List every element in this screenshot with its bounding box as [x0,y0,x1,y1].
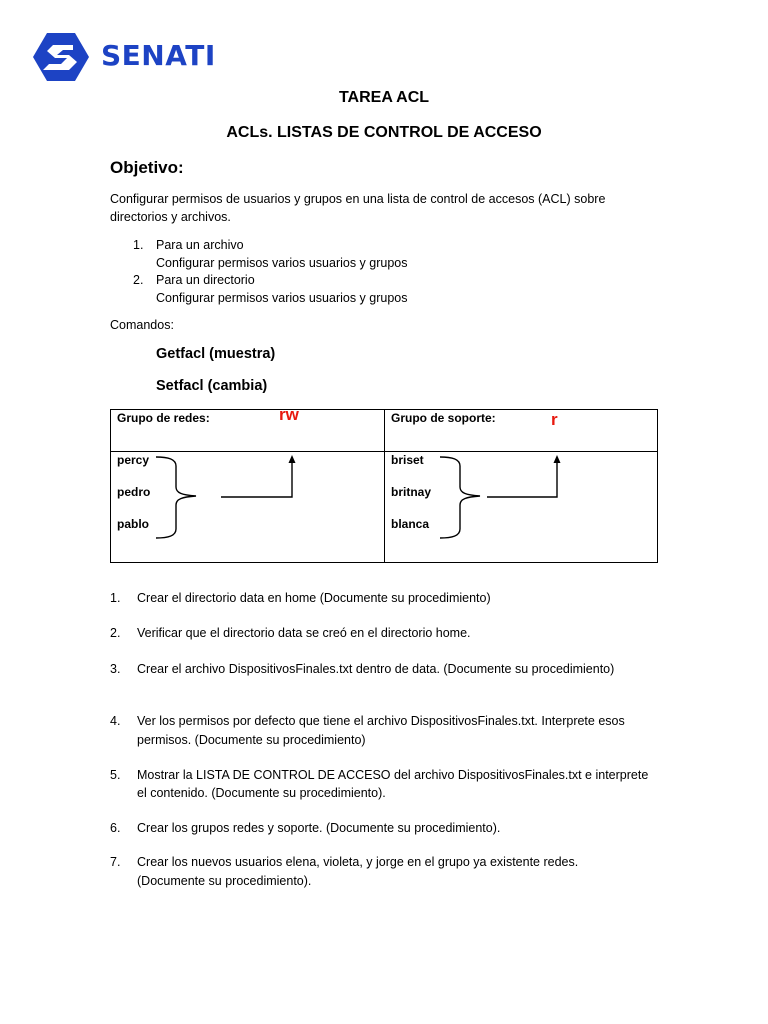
task-text: Mostrar la LISTA DE CONTROL DE ACCESO del archivo DispositivosFinales.txt e interprete [137,768,649,782]
task-number: 1. [110,591,121,605]
soporte-member: briset [391,453,424,467]
soporte-member: britnay [391,485,432,499]
soporte-group-header: Grupo de soporte: [391,411,496,425]
redes-permission: rw [279,405,299,424]
task-text: Crear el directorio data en home (Documente su procedimiento) [137,591,491,605]
task-text-continued: (Documente su procedimiento). [137,874,312,888]
objective-heading: Objetivo: [110,158,184,177]
setfacl-command: Setfacl (cambia) [156,378,268,394]
redes-group-header: Grupo de redes: [117,411,210,425]
senati-emblem-icon [29,28,93,86]
redes-member: pedro [117,485,151,499]
task-number: 5. [110,768,121,782]
document-title: TAREA ACL [338,89,430,106]
task-text: Crear los grupos redes y soporte. (Documente su procedimiento). [137,821,501,835]
table-row-divider [110,451,658,452]
task-number: 7. [110,855,121,869]
task-text: Crear el archivo DispositivosFinales.txt dentro de data. (Documente su procedimiento) [137,662,615,676]
task-number: 4. [110,714,121,728]
task-text: Verificar que el directorio data se creó en el directorio home. [137,626,471,640]
redes-member: percy [117,453,150,467]
objective-text-line1: Configurar permisos de usuarios y grupos en una lista de control de accesos (ACL) sobre [110,192,606,206]
objective-item-title: Para un directorio [156,273,255,287]
objective-item-detail: Configurar permisos varios usuarios y grupos [156,291,408,305]
objective-item-number: 2. [133,273,144,287]
objective-item-title: Para un archivo [156,238,244,252]
objective-text-line2: directorios y archivos. [110,210,231,224]
getfacl-command: Getfacl (muestra) [156,346,276,362]
task-text-continued: permisos. (Documente su procedimiento) [137,733,366,747]
redes-member: pablo [117,517,149,531]
soporte-permission: r [551,410,558,429]
commands-label: Comandos: [110,318,174,332]
task-text-continued: el contenido. (Documente su procedimiento). [137,786,386,800]
table-column-divider [384,409,385,563]
task-text: Ver los permisos por defecto que tiene el archivo DispositivosFinales.txt. Interprete esos [137,714,625,728]
soporte-member: blanca [391,517,430,531]
senati-logo [29,28,225,86]
task-text: Crear los nuevos usuarios elena, violeta, y jorge en el grupo ya existente redes. [137,855,579,869]
document-subtitle: ACLs. LISTAS DE CONTROL DE ACCESO [226,124,542,141]
task-number: 2. [110,626,121,640]
objective-item-detail: Configurar permisos varios usuarios y grupos [156,256,408,270]
objective-item-number: 1. [133,238,144,252]
task-number: 3. [110,662,121,676]
task-number: 6. [110,821,121,835]
logo-wordmark: SENATI [101,39,216,72]
